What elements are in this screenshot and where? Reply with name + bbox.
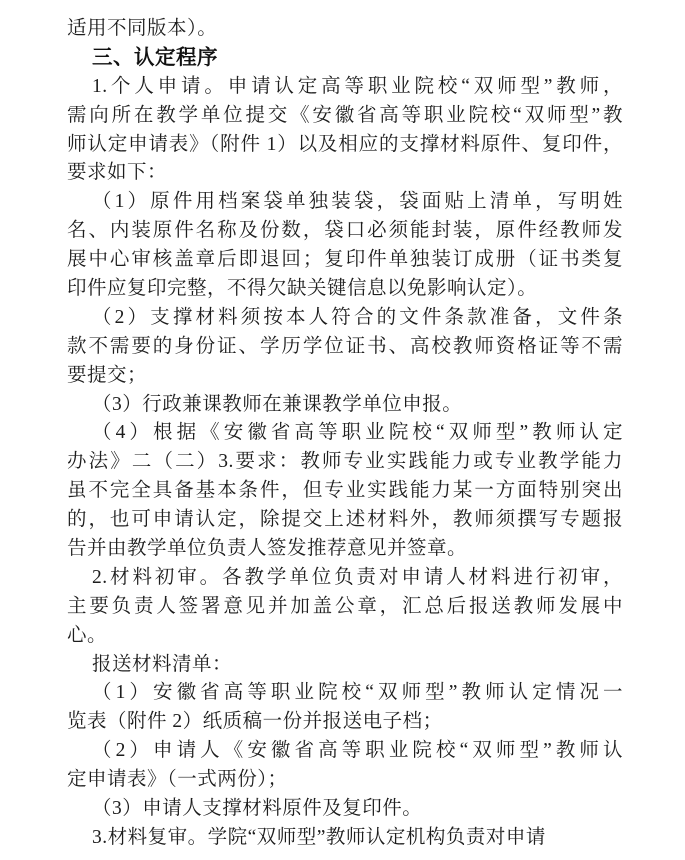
text-line: 适用不同版本）。 [67, 18, 218, 39]
text-line: （1）安徽省高等职业院校“双师型”教师认定情况一 [92, 682, 623, 704]
text-line: （2）支撑材料须按本人符合的文件条款准备，文件条 [92, 306, 623, 328]
text-line: 定申请表》（一式两份）； [67, 769, 288, 791]
text-line: 印件应复印完整，不得欠缺关键信息以免影响认定）。 [67, 278, 538, 300]
text-line: 3.材料复审。学院“双师型”教师认定机构负责对申请 [92, 826, 546, 848]
text-line: （1）原件用档案袋单独装袋，袋面贴上清单，写明姓 [92, 191, 623, 213]
text-line: 名、内装原件名称及份数，袋口必须能封装，原件经教师发 [67, 220, 623, 242]
text-line: 要提交； [67, 364, 148, 386]
text-line: 2.材料初审。各教学单位负责对申请人材料进行初审， [92, 566, 623, 588]
paragraph [67, 73, 623, 189]
text-line: 告并由教学单位负责人签发推荐意见并签章。 [67, 538, 468, 560]
paragraph [67, 188, 623, 304]
paragraph [67, 679, 623, 737]
text-line: 办法》二（二）3.要求：教师专业实践能力或专业教学能力 [67, 451, 623, 473]
paragraph [67, 737, 623, 795]
text-line: 的，也可申请认定，除提交上述材料外，教师须撰写专题报 [67, 509, 623, 531]
text-line: 需向所在教学单位提交《安徽省高等职业院校“双师型”教 [67, 104, 623, 126]
paragraph [67, 824, 623, 853]
text-line: （4）根据《安徽省高等职业院校“双师型”教师认定 [92, 422, 623, 444]
text-line: 款不需要的身份证、学历学位证书、高校教师资格证等不需 [67, 335, 623, 357]
section-heading [67, 44, 623, 73]
paragraph [67, 304, 623, 391]
text-line: 心。 [67, 624, 108, 646]
heading-text: 三、认定程序 [92, 45, 218, 69]
text-line: 师认定申请表》（附件 1）以及相应的支撑材料原件、复印件， [67, 133, 623, 155]
text-line: 虽不完全具备基本条件，但专业实践能力某一方面特别突出 [67, 480, 623, 502]
text-line: 1.个人申请。申请认定高等职业院校“双师型”教师， [92, 75, 623, 97]
paragraph [67, 391, 623, 420]
text-line: 要求如下： [67, 162, 168, 184]
paragraph [67, 419, 623, 563]
text-line: 展中心审核盖章后即退回；复印件单独装订成册（证书类复 [67, 249, 623, 271]
paragraph [67, 564, 623, 651]
text-line: （3）申请人支撑材料原件及复印件。 [92, 798, 423, 820]
text-line: 报送材料清单： [92, 653, 233, 675]
text-line: （2）申请人《安徽省高等职业院校“双师型”教师认 [92, 740, 623, 762]
paragraph [67, 651, 623, 680]
document-body [67, 15, 623, 853]
text-line: （3）行政兼课教师在兼课教学单位申报。 [92, 393, 463, 415]
paragraph [67, 15, 623, 44]
text-line: 览表（附件 2）纸质稿一份并报送电子档； [67, 711, 443, 733]
text-line: 主要负责人签署意见并加盖公章，汇总后报送教师发展中 [67, 595, 623, 617]
paragraph [67, 795, 623, 824]
